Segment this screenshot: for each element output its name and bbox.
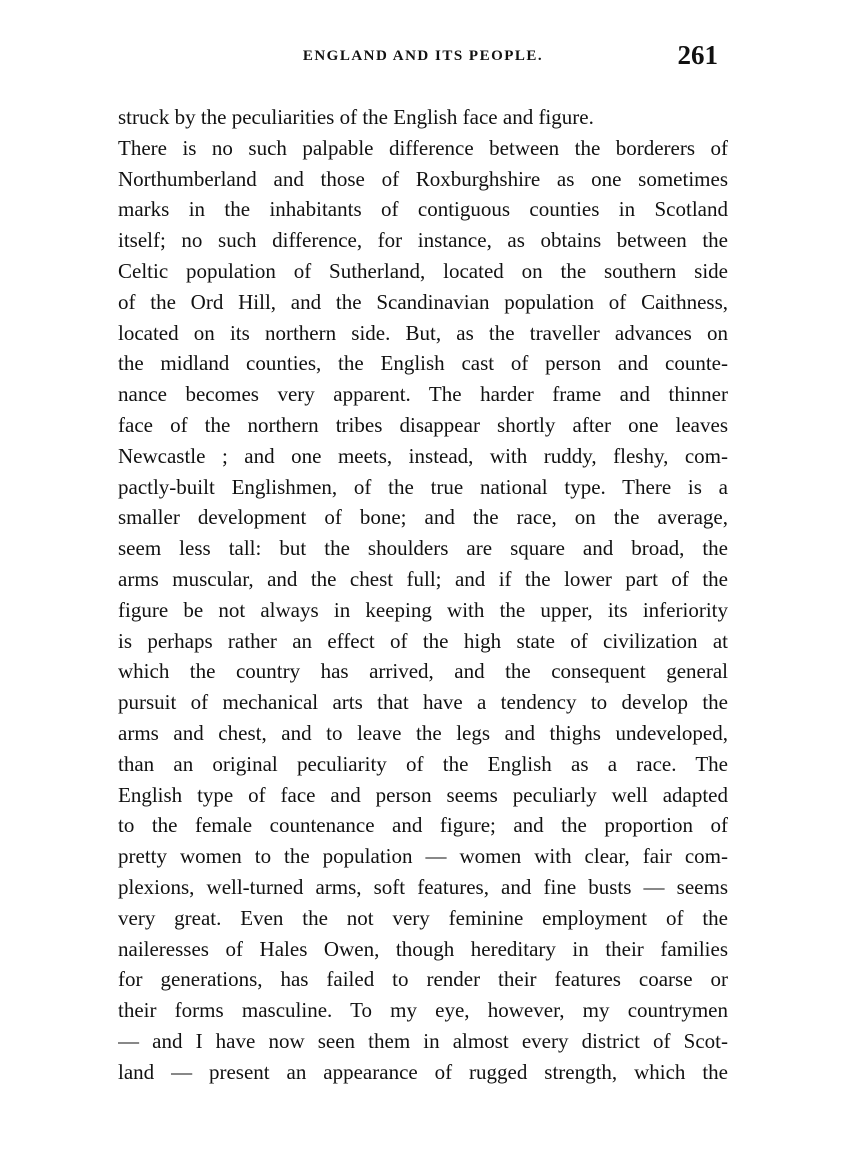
text-line: figure be not always in keeping with the upper, its inferiority <box>118 597 728 622</box>
text-line: Newcastle ; and one meets, instead, with ruddy, fleshy, com- <box>118 443 728 468</box>
text-line: their forms masculine. To my eye, however, my countrymen <box>118 998 728 1023</box>
text-line: seem less tall: but the shoulders are square and broad, the <box>118 536 728 561</box>
text-line: is perhaps rather an effect of the high state of civilization at <box>118 628 728 653</box>
text-line: which the country has arrived, and the consequent general <box>118 659 728 684</box>
page-number: 261 <box>677 40 718 70</box>
text-line: Northumberland and those of Roxburghshire as one sometimes <box>118 166 728 191</box>
text-line: face of the northern tribes disappear shortly after one leaves <box>118 412 728 437</box>
text-line: to the female countenance and figure; and the proportion of <box>118 813 728 838</box>
text-line: There is no such palpable difference between the borderers of <box>118 135 728 160</box>
text-line: pursuit of mechanical arts that have a tendency to develop the <box>118 690 728 715</box>
text-line: struck by the peculiarities of the English face and figure. <box>118 105 594 129</box>
text-line: than an original peculiarity of the English as a race. The <box>118 751 728 776</box>
text-line: for generations, has failed to render their features coarse or <box>118 967 728 992</box>
running-header <box>118 38 728 78</box>
text-line: Celtic population of Sutherland, located on the southern side <box>118 258 728 283</box>
text-line: arms and chest, and to leave the legs and thighs undeveloped, <box>118 720 728 745</box>
running-title: ENGLAND AND ITS PEOPLE. <box>302 48 544 64</box>
text-line: located on its northern side. But, as the traveller advances on <box>118 320 728 345</box>
text-line: pactly-built Englishmen, of the true national type. There is a <box>118 474 728 499</box>
text-line: pretty women to the population — women with clear, fair com- <box>118 844 728 869</box>
text-line: very great. Even the not very feminine employment of the <box>118 905 728 930</box>
text-line: naileresses of Hales Owen, though hereditary in their families <box>118 936 728 961</box>
text-line: the midland counties, the English cast of person and counte- <box>118 351 728 376</box>
text-line: plexions, well-turned arms, soft features, and fine busts — seems <box>118 874 728 899</box>
text-line: — and I have now seen them in almost every district of Scot- <box>118 1028 728 1053</box>
text-line: nance becomes very apparent. The harder frame and thinner <box>118 382 728 407</box>
text-line: marks in the inhabitants of contiguous counties in Scotland <box>118 197 728 222</box>
text-line: of the Ord Hill, and the Scandinavian population of Caithness, <box>118 289 728 314</box>
text-line: English type of face and person seems peculiarly well adapted <box>118 782 728 807</box>
text-line: smaller development of bone; and the race, on the average, <box>118 505 728 530</box>
text-line: arms muscular, and the chest full; and if the lower part of the <box>118 566 728 591</box>
text-line: itself; no such difference, for instance, as obtains between the <box>118 228 728 253</box>
text-line: land — present an appearance of rugged strength, which the <box>118 1059 728 1084</box>
body-paragraph <box>118 102 728 1088</box>
